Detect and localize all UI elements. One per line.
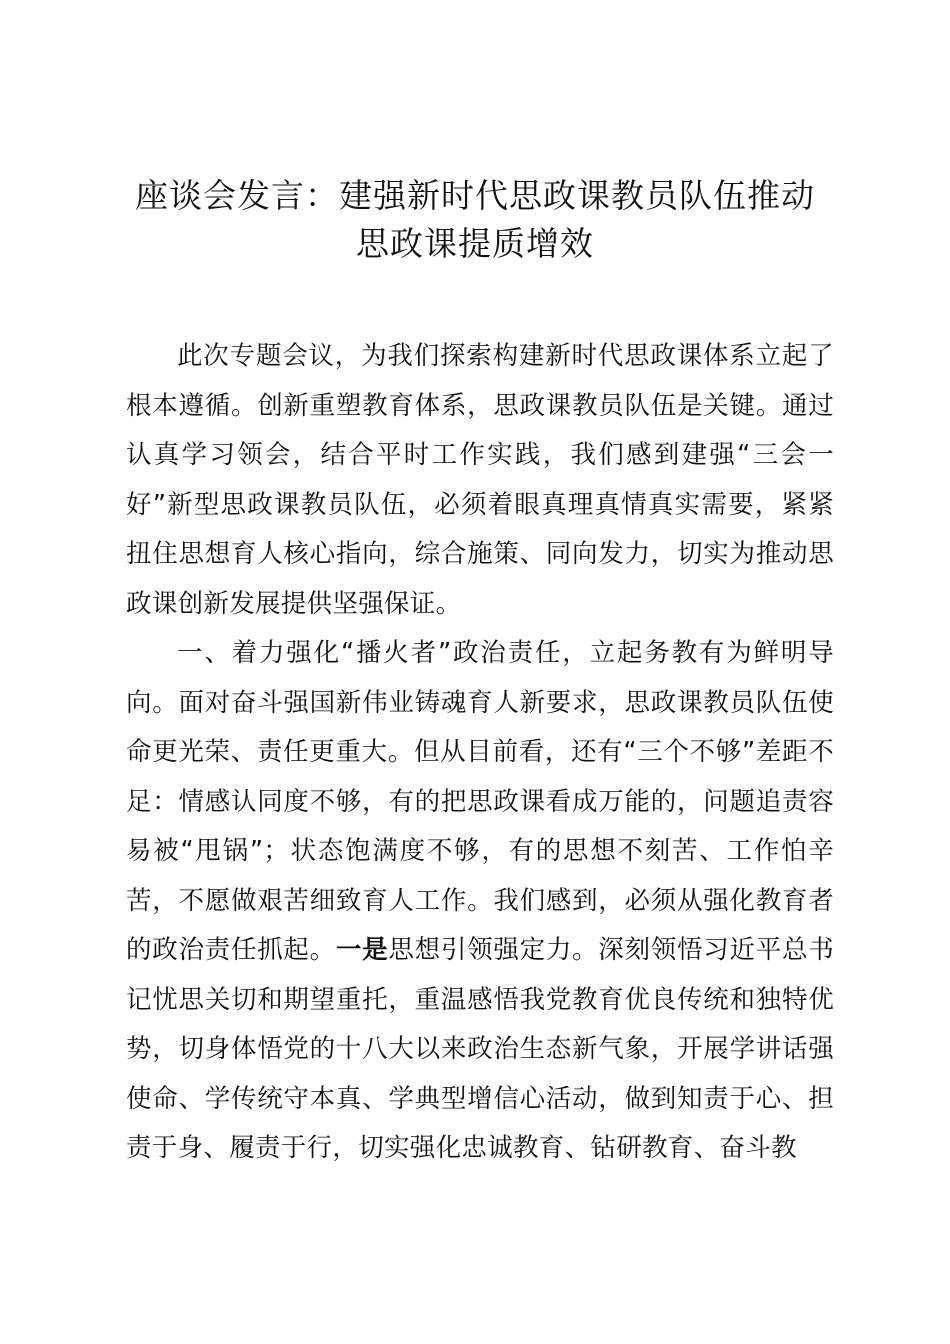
title-line-2: 思政课提质增效 <box>356 224 594 263</box>
paragraph-section-one-text: 一、着力强化“播火者”政治责任，立起务教有为鲜明导向。面对奋斗强国新伟业铸魂育人新要求，思政课教员队伍使命更光荣、责任更重大。但从目前看，还有“三个不够”差距不足：情感认同度不够，有的把思政课看成万能的，问题追责容易被“甩锅”；状态饱满度不够，有的思想不刻苦、工作怕辛苦，不愿做艰苦细致育人工作。我们感到，必须从强化教育者的政治责任抓起。 <box>126 638 834 965</box>
bold-label: 一是 <box>335 935 389 965</box>
document-body <box>126 332 834 1174</box>
paragraph-section-one <box>126 629 834 1174</box>
document-title <box>100 172 850 268</box>
paragraph-intro: 此次专题会议，为我们探索构建新时代思政课体系立起了根本遵循。创新重塑教育体系，思政课教员队伍是关键。通过认真学习领会，结合平时工作实践，我们感到建强“三会一好”新型思政课教员队伍，必须着眼真理真情真实需要，紧紧扭住思想育人核心指向，综合施策、同向发力，切实为推动思政课创新发展提供坚强保证。 <box>126 341 834 619</box>
title-line-1: 座谈会发言：建强新时代思政课教员队伍推动 <box>135 176 815 215</box>
paragraph-section-one-continued: 思想引领强定力。深刻领悟习近平总书记忧思关切和期望重托，重温感悟我党教育优良传统和独特优势，切身体悟党的十八大以来政治生态新气象，开展学讲话强使命、学传统守本真、学典型增信心活动，做到知责于心、担责于身、履责于行，切实强化忠诚教育、钻研教育、奋斗教 <box>126 935 834 1163</box>
